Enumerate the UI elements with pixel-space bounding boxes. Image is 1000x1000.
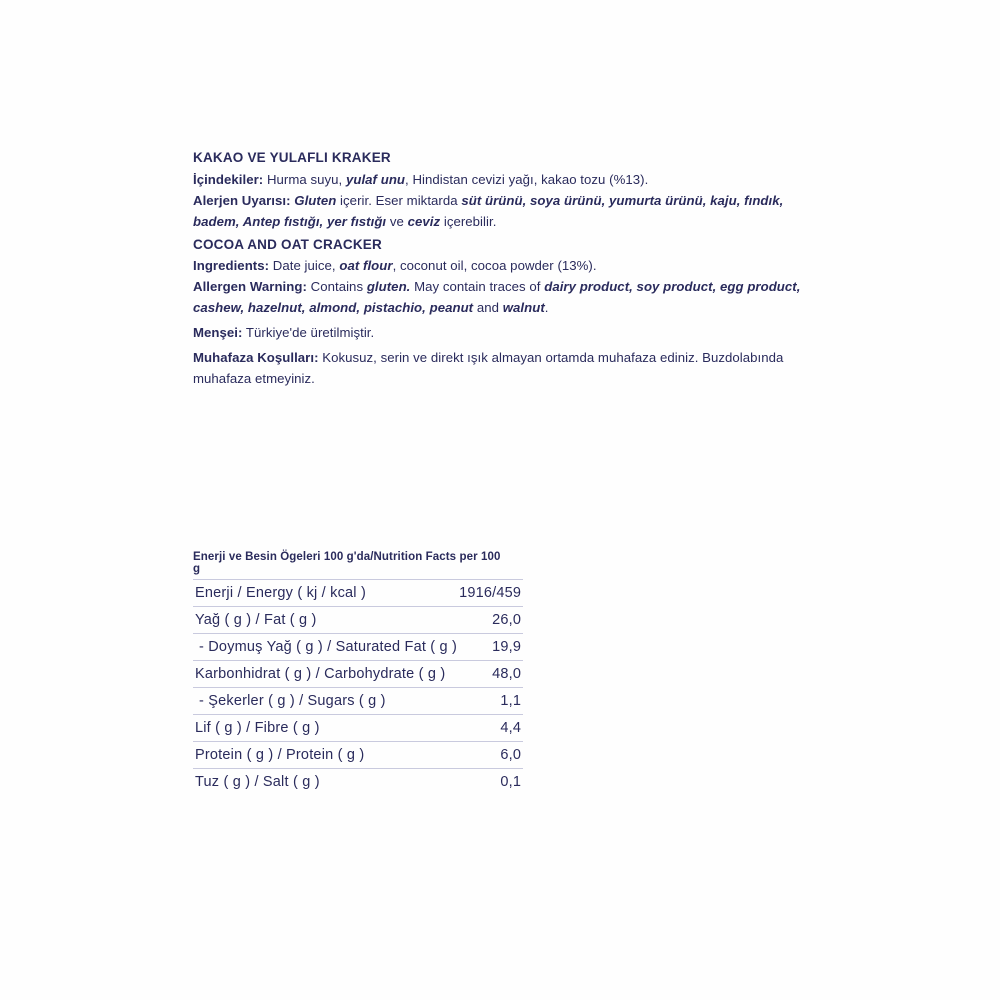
ingredients-text-tr-pre: Hurma suyu,: [263, 171, 346, 187]
allergen-emphasis-tr-1: Gluten: [294, 192, 337, 208]
nutrient-name: Yağ ( g ) / Fat ( g ): [195, 612, 317, 628]
ingredients-label-tr: İçindekiler:: [193, 171, 264, 187]
table-row: [193, 688, 523, 715]
table-row: [193, 661, 523, 688]
ingredients-text-en-pre: Date juice,: [269, 258, 340, 274]
nutrient-name: Enerji / Energy ( kj / kcal ): [195, 585, 366, 601]
allergen-emphasis-en-2: dairy product, soy product, egg product, cashew, hazelnut, almond, pistachio, peanut: [193, 279, 801, 316]
nutrient-value: 1916/459: [459, 585, 522, 601]
nutrient-name: - Doymuş Yağ ( g ) / Saturated Fat ( g ): [199, 639, 458, 655]
allergen-tr: [193, 191, 818, 233]
ingredients-emphasis-tr: yulaf unu: [345, 171, 406, 187]
allergen-label-en: Allergen Warning:: [193, 279, 307, 295]
ingredients-emphasis-en: oat flour: [339, 258, 393, 274]
product-name-tr: KAKAO VE YULAFLI KRAKER: [193, 150, 391, 165]
origin-line: [193, 323, 818, 344]
nutrient-name: Tuz ( g ) / Salt ( g ): [195, 774, 320, 790]
allergen-label-tr: Alerjen Uyarısı:: [193, 192, 291, 208]
table-row: [193, 634, 523, 661]
allergen-emphasis-en-1: gluten.: [366, 279, 411, 295]
nutrient-name: Lif ( g ) / Fibre ( g ): [195, 720, 320, 736]
allergen-text-en-3: .: [544, 300, 549, 316]
allergen-text-tr-2: ve: [386, 213, 408, 229]
storage-line: [193, 348, 818, 390]
nutrient-value: 1,1: [500, 693, 522, 709]
ingredients-tr: [193, 170, 818, 191]
ingredients-label-en: Ingredients:: [193, 258, 270, 274]
allergen-text-en-0: Contains: [306, 279, 367, 295]
ingredients-text-en-post: , coconut oil, cocoa powder (13%).: [392, 258, 597, 274]
table-row: [193, 715, 523, 742]
nutrient-value: 48,0: [492, 666, 522, 682]
storage-label: Muhafaza Koşulları:: [193, 349, 319, 365]
allergen-en: [193, 277, 818, 319]
table-row: [193, 607, 523, 634]
allergen-text-tr-3: içerebilir.: [440, 213, 497, 229]
nutrition-facts-table: [193, 551, 522, 795]
nutrient-name: - Şekerler ( g ) / Sugars ( g ): [199, 693, 386, 709]
table-row: [193, 580, 523, 607]
origin-text: Türkiye'de üretilmiştir.: [242, 325, 375, 340]
nutrient-name: Protein ( g ) / Protein ( g ): [195, 747, 365, 763]
nutrient-value: 4,4: [500, 720, 522, 736]
nutrient-value: 0,1: [500, 774, 522, 790]
nutrient-value: 26,0: [492, 612, 522, 628]
nutrient-name: Karbonhidrat ( g ) / Carbohydrate ( g ): [195, 666, 446, 682]
nutrient-value: 6,0: [500, 747, 522, 763]
allergen-emphasis-tr-3: ceviz: [407, 213, 441, 229]
allergen-text-tr-1: içerir. Eser miktarda: [336, 192, 462, 208]
product-name-en: COCOA AND OAT CRACKER: [193, 236, 382, 252]
table-row: [193, 742, 523, 769]
nutrition-title: Enerji ve Besin Ögeleri 100 g'da/Nutrition Facts per 100 g: [193, 551, 501, 575]
table-row: [193, 769, 523, 796]
ingredients-en: [193, 256, 818, 277]
allergen-emphasis-tr-2: süt ürünü, soya ürünü, yumurta ürünü, kaju, fındık, badem, Antep fıstığı, yer fıstığı: [193, 192, 784, 229]
allergen-emphasis-en-3: walnut: [502, 300, 545, 316]
ingredient-info-block: [193, 148, 818, 390]
allergen-text-en-2: and: [473, 300, 503, 316]
allergen-text-en-1: May contain traces of: [410, 279, 545, 295]
nutrition-table: [193, 579, 523, 795]
storage-text: Kokusuz, serin ve direkt ışık almayan ortamda muhafaza ediniz. Buzdolabında muhafaza etmeyiniz.: [193, 349, 784, 386]
ingredients-text-tr-post: , Hindistan cevizi yağı, kakao tozu (%13).: [405, 171, 649, 187]
nutrient-value: 19,9: [492, 639, 522, 655]
origin-label: Menşei:: [193, 325, 243, 340]
